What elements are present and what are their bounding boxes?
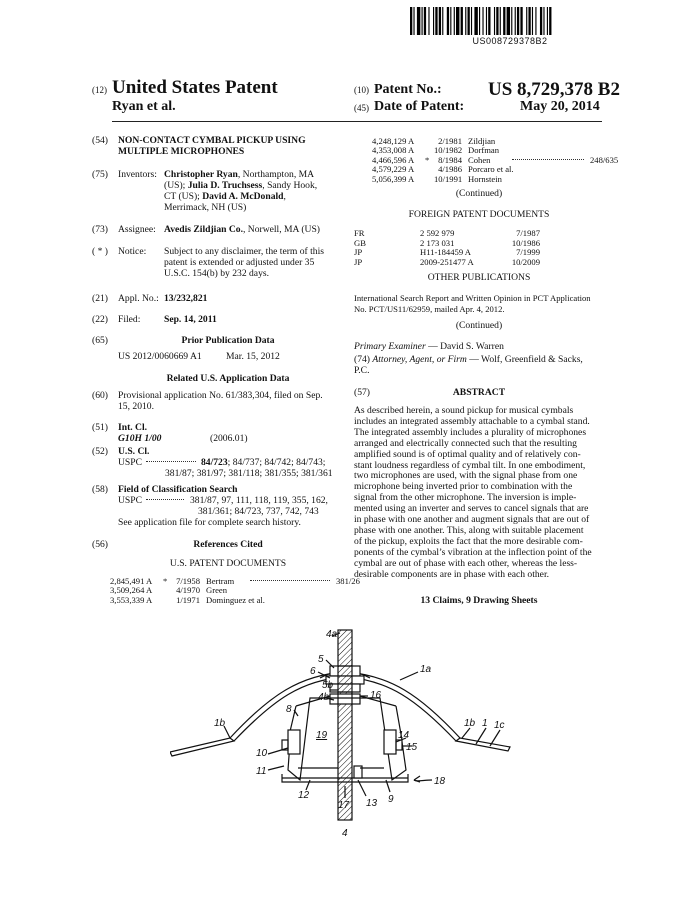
foreign-country: JP bbox=[354, 247, 363, 258]
assignee-label: Assignee: bbox=[118, 224, 156, 235]
ref-star: * bbox=[425, 154, 430, 165]
refs-code: (56) bbox=[92, 539, 108, 550]
mic-left bbox=[288, 730, 300, 754]
inventor-line3 bbox=[164, 191, 286, 203]
ref-name: Cohen bbox=[468, 154, 491, 165]
ref-name: Hornstein bbox=[468, 173, 502, 184]
prior-publication: US 2012/0060669 A1 bbox=[118, 351, 202, 362]
mic-right bbox=[384, 730, 396, 754]
code-45: (45) bbox=[354, 103, 369, 113]
assignee-code: (73) bbox=[92, 224, 108, 235]
label-4b: 4b bbox=[318, 692, 330, 703]
ref-date: 4/1986 bbox=[438, 164, 462, 175]
attorney-label: Attorney, Agent, or Firm bbox=[372, 354, 467, 365]
label-18: 18 bbox=[434, 776, 446, 787]
ref-number: 4,579,229 A bbox=[372, 164, 415, 175]
ref-number: 3,509,264 A bbox=[110, 585, 153, 596]
ref-name: Dorfman bbox=[468, 145, 500, 156]
assignee-name: Avedis Zildjian Co. bbox=[164, 224, 243, 235]
ref-number: 4,353,008 A bbox=[372, 145, 415, 156]
continued-1: (Continued) bbox=[455, 188, 503, 199]
label-9: 9 bbox=[388, 794, 394, 805]
other-pub-line2: No. PCT/US11/62959, mailed Apr. 4, 2012. bbox=[354, 304, 505, 314]
foreign-number: H11-184459 A bbox=[420, 247, 472, 258]
foreign-date: 10/1986 bbox=[511, 237, 540, 248]
notice-line2: patent is extended or adjusted under 35 bbox=[164, 257, 315, 268]
uspc-line2: 381/87; 381/97; 381/118; 381/355; 381/361 bbox=[165, 468, 333, 479]
inventor-short: Ryan et al. bbox=[112, 99, 176, 114]
us-cl-code: (52) bbox=[92, 446, 108, 457]
ref-date: 8/1984 bbox=[438, 154, 462, 165]
assignee-location: , Norwell, MA (US) bbox=[242, 224, 320, 235]
provisional-line2: 15, 2010. bbox=[118, 401, 154, 412]
abstract-line: includes an integrated assembly attachable to a cymbal stand. bbox=[354, 415, 590, 427]
title-line2: MULTIPLE MICROPHONES bbox=[118, 146, 245, 157]
ref-date: 1/1971 bbox=[176, 594, 200, 605]
prior-heading: Prior Publication Data bbox=[181, 335, 275, 346]
other-publications-heading: OTHER PUBLICATIONS bbox=[427, 272, 531, 283]
foreign-date: 7/1999 bbox=[516, 247, 540, 258]
abstract-line: two microphones are used, with the signal phase from one bbox=[354, 470, 578, 482]
assignee-value bbox=[164, 224, 320, 236]
inventor-1-location: , Northampton, MA bbox=[237, 169, 315, 180]
abstract-line: amplified sound is of optimal quality and of relatively con- bbox=[354, 448, 581, 460]
field-line1: 381/87, 97, 111, 118, 119, 355, 162, bbox=[190, 495, 328, 506]
foreign-date: 7/1987 bbox=[516, 228, 540, 238]
rod-overlay-top bbox=[338, 666, 352, 692]
label-12: 12 bbox=[298, 790, 310, 801]
label-4a: 4a bbox=[326, 629, 338, 640]
ref-date: 10/1982 bbox=[434, 145, 463, 156]
label-19: 19 bbox=[316, 730, 328, 741]
foreign-number: 2009-251477 A bbox=[420, 256, 474, 267]
inventors-label: Inventors: bbox=[118, 169, 157, 180]
us-docs-heading: U.S. PATENT DOCUMENTS bbox=[169, 558, 287, 569]
inventor-2-pre: (US); bbox=[164, 180, 188, 191]
label-5b: 5b bbox=[322, 680, 334, 691]
attorney-name: — Wolf, Greenfield & Sacks, bbox=[466, 354, 583, 365]
code-12: (12) bbox=[92, 85, 107, 95]
barcode-number: US008729378B2 bbox=[472, 36, 548, 46]
appl-code: (21) bbox=[92, 293, 108, 304]
foreign-number: 2 173 031 bbox=[420, 237, 455, 248]
inventors-code: (75) bbox=[92, 169, 108, 180]
cymbal-flange-right bbox=[456, 738, 510, 751]
label-10: 10 bbox=[256, 748, 268, 759]
abstract-line: of the pickup, exploits the fact that the more desirable com- bbox=[354, 535, 583, 547]
label-11: 11 bbox=[256, 766, 267, 777]
provisional-line1: Provisional application No. 61/383,304, filed on Sep. bbox=[118, 390, 323, 401]
examiner-name: — David S. Warren bbox=[425, 341, 504, 352]
label-1: 1 bbox=[482, 718, 488, 729]
appl-label: Appl. No.: bbox=[118, 293, 159, 304]
provisional-code: (60) bbox=[92, 390, 108, 401]
ref-number: 2,845,491 A bbox=[110, 576, 153, 586]
continued-2: (Continued) bbox=[455, 320, 503, 331]
int-cl-code: (51) bbox=[92, 422, 108, 433]
code-10: (10) bbox=[354, 85, 369, 95]
int-cl-year: (2006.01) bbox=[210, 433, 248, 444]
country-title: United States Patent bbox=[112, 77, 278, 98]
foreign-heading: FOREIGN PATENT DOCUMENTS bbox=[408, 209, 550, 220]
inventor-3-name: David A. McDonald bbox=[202, 191, 284, 202]
inventor-line4: Merrimack, NH (US) bbox=[164, 202, 247, 213]
cymbal-flange-left bbox=[170, 738, 234, 756]
attorney-code: (74) bbox=[354, 354, 370, 365]
patent-number: US 8,729,378 B2 bbox=[488, 79, 620, 100]
label-6: 6 bbox=[310, 666, 316, 677]
ref-name: Dominguez et al. bbox=[206, 594, 265, 605]
abstract-line: microphone being inverted prior to combination with the bbox=[354, 481, 573, 493]
label-1b-left: 1b bbox=[214, 718, 226, 729]
refs-heading: References Cited bbox=[193, 539, 263, 550]
patent-date: May 20, 2014 bbox=[520, 99, 600, 114]
abstract-line: in phase with one another and augment signals that are out of bbox=[354, 514, 590, 525]
notice-code: ( * ) bbox=[92, 246, 108, 257]
foreign-country: JP bbox=[354, 256, 363, 267]
uspc-line1 bbox=[201, 457, 325, 469]
ref-date: 7/1958 bbox=[176, 576, 200, 586]
field-leader bbox=[146, 495, 186, 507]
ref-star: * bbox=[163, 576, 168, 586]
label-5: 5 bbox=[318, 654, 324, 665]
label-4: 4 bbox=[342, 828, 348, 839]
ref-name: Porcaro et al. bbox=[468, 164, 514, 175]
abstract-line: signal from the other microphone. The inversion is imple- bbox=[354, 492, 577, 504]
label-1a: 1a bbox=[420, 664, 432, 675]
uspc-label: USPC bbox=[118, 457, 142, 468]
int-cl-class: G10H 1/00 bbox=[118, 433, 162, 444]
examiner-label: Primary Examiner bbox=[354, 341, 426, 352]
ref-leader bbox=[512, 155, 584, 165]
title-code: (54) bbox=[92, 135, 108, 146]
inventor-2-name: Julia D. Truchsess bbox=[187, 180, 263, 191]
uspc-leader bbox=[146, 457, 198, 469]
abstract-line: As described herein, a sound pickup for musical cymbals bbox=[354, 405, 574, 416]
label-15: 15 bbox=[406, 742, 418, 753]
notice-line1: Subject to any disclaimer, the term of this bbox=[164, 246, 325, 257]
ref-name: Green bbox=[206, 585, 227, 596]
field-line2: 381/361; 84/723, 737, 742, 743 bbox=[198, 506, 319, 517]
label-14: 14 bbox=[398, 730, 410, 741]
ref-number: 5,056,399 A bbox=[372, 173, 415, 184]
ref-number: 4,466,596 A bbox=[372, 154, 415, 165]
notice-line3: U.S.C. 154(b) by 232 days. bbox=[164, 268, 269, 279]
abstract-line: cymbal are out of phase with each other, whereas the less- bbox=[354, 557, 578, 569]
abstract-line: mented using an inverter and serves to cancel signals that are bbox=[354, 503, 589, 515]
inventor-2-location: , Sandy Hook, bbox=[262, 180, 318, 191]
related-heading: Related U.S. Application Data bbox=[166, 373, 290, 384]
label-17: 17 bbox=[338, 800, 350, 811]
date-label: Date of Patent: bbox=[374, 99, 465, 114]
title-line1: NON-CONTACT CYMBAL PICKUP USING bbox=[118, 135, 306, 146]
attorney-line2: P.C. bbox=[354, 365, 370, 376]
field-code: (58) bbox=[92, 484, 108, 495]
foreign-number: 2 592 979 bbox=[420, 228, 455, 238]
ref-leader bbox=[250, 576, 330, 586]
label-16: 16 bbox=[370, 690, 382, 701]
ref-number: 4,248,129 A bbox=[372, 136, 415, 146]
filed-code: (22) bbox=[92, 314, 108, 325]
abstract-line: phase with one another. This, along with suitable placement bbox=[354, 524, 584, 536]
label-13: 13 bbox=[366, 798, 378, 809]
foreign-country: FR bbox=[354, 228, 365, 238]
foreign-date: 10/2009 bbox=[511, 256, 540, 267]
inventor-1-name: Christopher Ryan bbox=[164, 169, 238, 180]
field-uspc-label: USPC bbox=[118, 495, 142, 506]
prior-code: (65) bbox=[92, 335, 108, 346]
barcode bbox=[410, 7, 610, 35]
us-cl-label: U.S. Cl. bbox=[118, 446, 150, 457]
ref-name: Bertram bbox=[206, 576, 235, 586]
filed-date: Sep. 14, 2011 bbox=[164, 314, 217, 325]
claims-summary: 13 Claims, 9 Drawing Sheets bbox=[420, 595, 538, 606]
header-rule bbox=[112, 121, 602, 122]
foreign-country: GB bbox=[354, 237, 366, 248]
inventor-line1 bbox=[164, 169, 314, 181]
uspc-primary: 84/723 bbox=[201, 457, 228, 468]
patent-drawing bbox=[170, 620, 530, 860]
inventor-3-pre: CT (US); bbox=[164, 191, 203, 202]
ref-number: 3,553,339 A bbox=[110, 594, 153, 605]
field-line3: See application file for complete search history. bbox=[118, 517, 301, 528]
label-1c: 1c bbox=[494, 720, 505, 731]
uspc-rest: ; 84/737; 84/742; 84/743; bbox=[227, 457, 326, 468]
ref-name: Zildjian bbox=[468, 136, 496, 146]
ref-date: 2/1981 bbox=[438, 136, 462, 146]
ref-date: 10/1991 bbox=[434, 173, 463, 184]
appl-number: 13/232,821 bbox=[164, 293, 208, 304]
field-label: Field of Classification Search bbox=[118, 484, 238, 495]
abstract-line: ponents of the cymbal’s vibration at the inflection point of the bbox=[354, 546, 592, 558]
ref-class: 248/635 bbox=[590, 154, 619, 165]
label-8: 8 bbox=[286, 704, 292, 715]
felt-16 bbox=[330, 694, 360, 704]
ref-class: 381/26 bbox=[336, 576, 360, 586]
attorney-line bbox=[354, 354, 583, 366]
ref-date: 4/1970 bbox=[176, 585, 200, 596]
examiner-line bbox=[354, 341, 504, 353]
drawing-labels bbox=[214, 629, 505, 839]
abstract-line: The integrated assembly includes a plurality of microphones bbox=[354, 426, 587, 438]
abstract-heading: ABSTRACT bbox=[452, 387, 506, 398]
inventor-line2 bbox=[164, 180, 317, 192]
notice-label: Notice: bbox=[118, 246, 147, 257]
other-pub-line1: International Search Report and Written Opinion in PCT Application bbox=[354, 293, 591, 303]
inventor-3-rest: , bbox=[283, 191, 286, 202]
label-1b-right: 1b bbox=[464, 718, 476, 729]
filed-label: Filed: bbox=[118, 314, 141, 325]
abstract-line: arranged and electrically connected such that the resulting bbox=[354, 437, 577, 449]
int-cl-label: Int. Cl. bbox=[118, 422, 148, 433]
abstract-line: desirable components are in phase with each other. bbox=[354, 568, 550, 580]
abstract-code: (57) bbox=[354, 387, 370, 398]
prior-date: Mar. 15, 2012 bbox=[226, 351, 280, 362]
abstract-line: stant loudness regardless of cymbal tilt. In one embodiment, bbox=[354, 459, 586, 471]
patent-no-label: Patent No.: bbox=[374, 82, 442, 97]
